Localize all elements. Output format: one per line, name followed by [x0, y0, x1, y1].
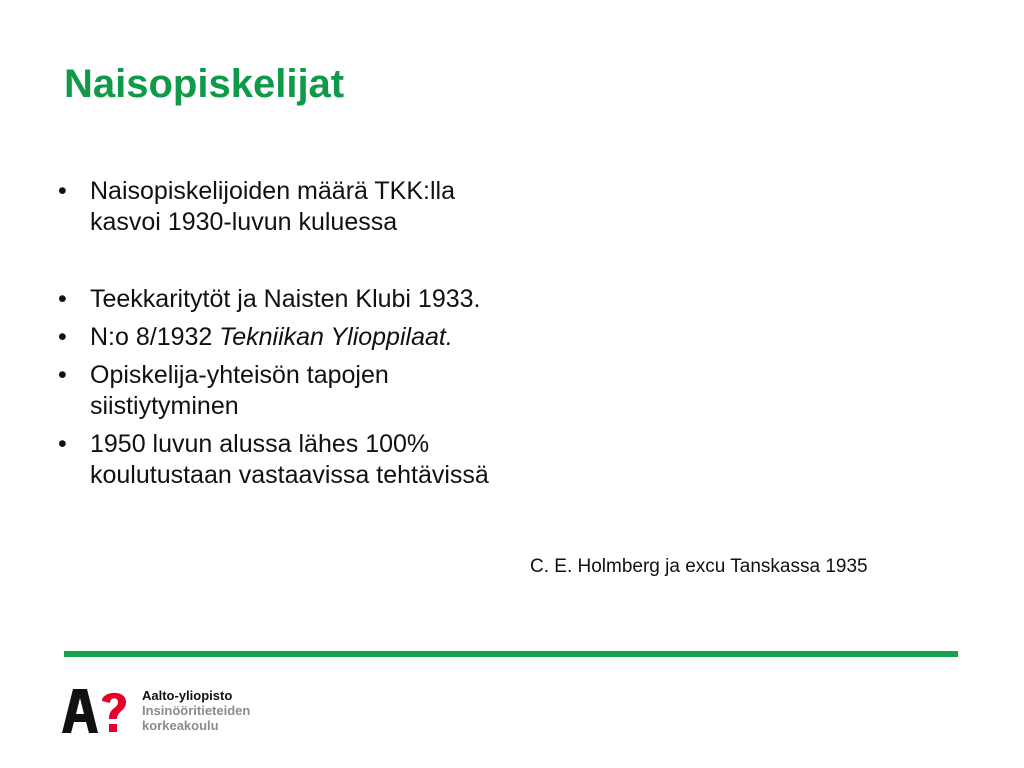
bullet-text: Teekkaritytöt ja Naisten Klubi 1933.	[90, 285, 481, 313]
footer-divider	[64, 651, 958, 657]
logo-text	[142, 688, 250, 733]
image-caption: C. E. Holmberg ja excu Tanskassa 1935	[530, 556, 868, 577]
bullet-item	[58, 284, 518, 315]
bullet-text-italic: Tekniikan Ylioppilaat.	[219, 323, 453, 351]
bullet-text: N:o 8/1932	[90, 323, 220, 351]
bullet-item	[58, 322, 518, 353]
aalto-logo-mark	[62, 689, 134, 733]
logo-line-university: Aalto-yliopisto	[142, 688, 233, 703]
bullet-text: Opiskelija-yhteisön tapojen siistiytyminen	[90, 361, 389, 420]
bullet-item	[58, 429, 518, 491]
aalto-logo	[62, 688, 250, 733]
logo-line-school: Insinööritieteiden	[142, 703, 251, 718]
bullet-item	[58, 176, 518, 238]
bullet-list	[58, 176, 518, 491]
slide-title: Naisopiskelijat	[64, 62, 345, 106]
logo-line-school-suffix: korkeakoulu	[142, 718, 219, 733]
bullet-item	[58, 360, 518, 422]
bullet-text: 1950 luvun alussa lähes 100% koulutustaan vastaavissa tehtävissä	[90, 430, 489, 489]
bullet-text: Naisopiskelijoiden määrä TKK:lla kasvoi 1930-luvun kuluessa	[90, 177, 455, 236]
